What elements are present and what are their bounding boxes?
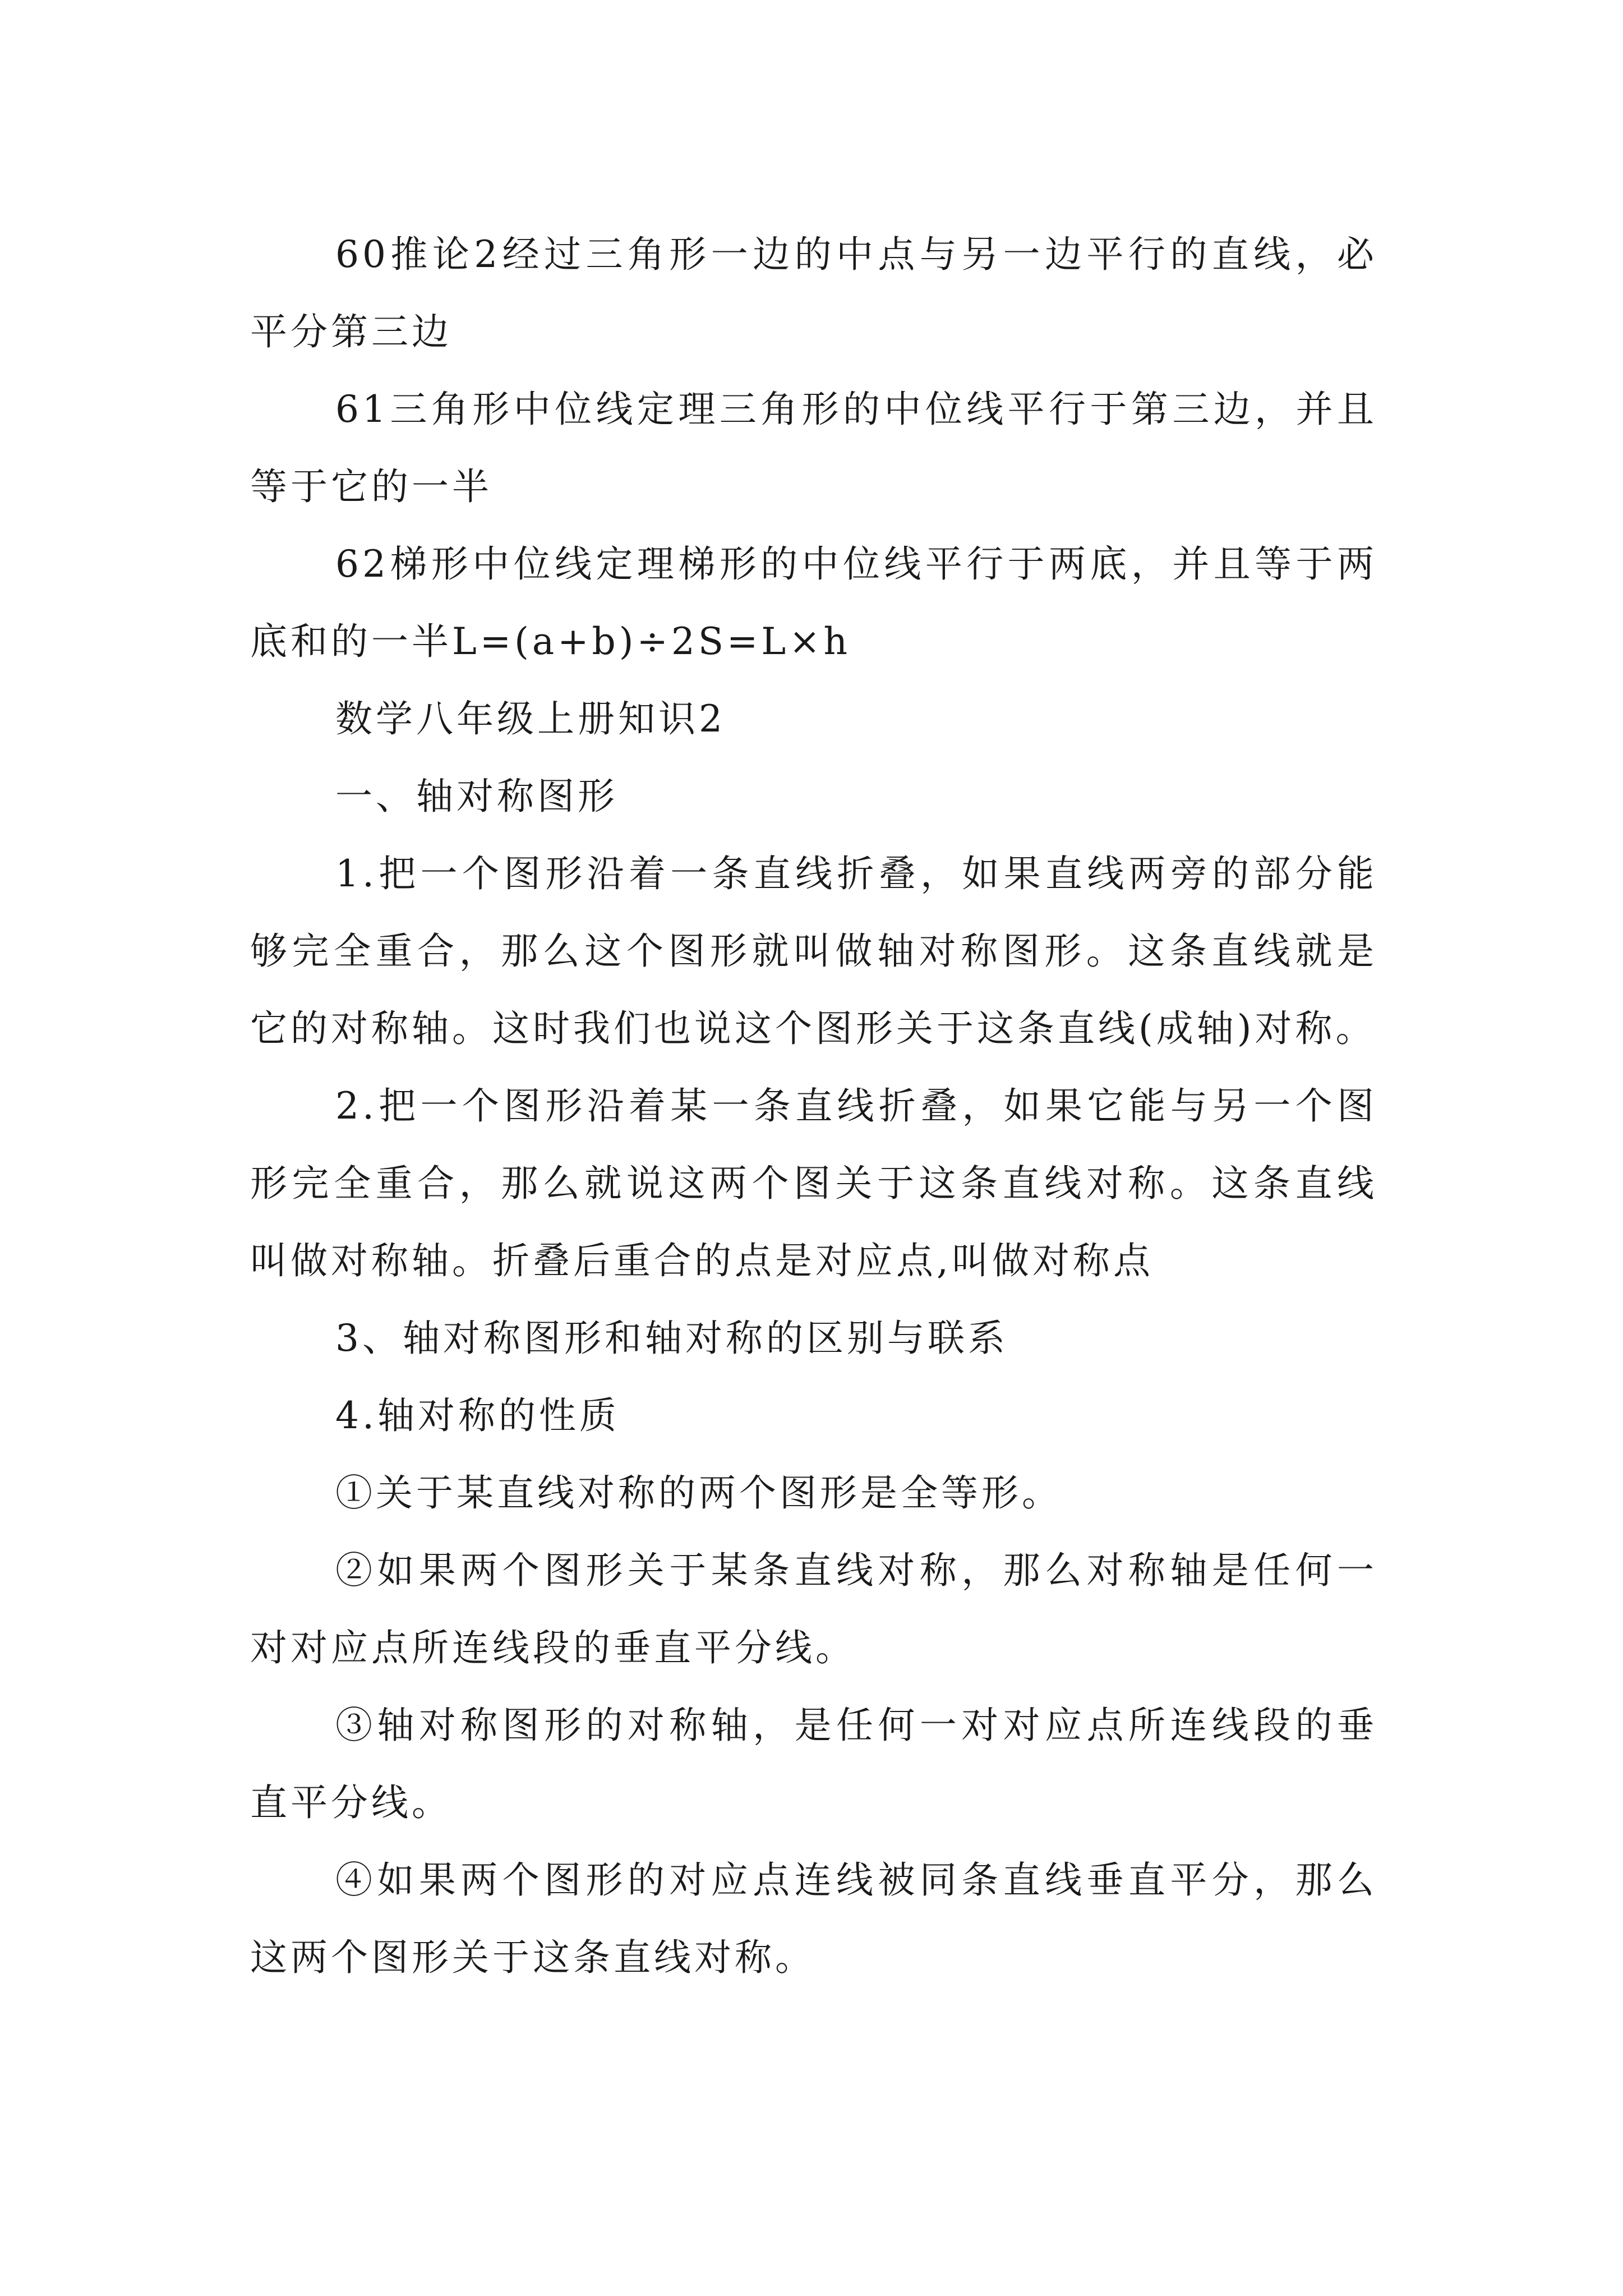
section-title: 数学八年级上册知识2 — [335, 697, 726, 740]
paragraph-corollary-60: 60推论2经过三角形一边的中点与另一边平行的直线，必平分第三边 — [250, 233, 1377, 353]
property-1: ①关于某直线对称的两个图形是全等形。 — [335, 1471, 1062, 1515]
paragraph-item-2: 2.把一个图形沿着某一条直线折叠，如果它能与另一个图形完全重合，那么就说这两个图关于这条直线对称。这条直线叫做对称轴。折叠后重合的点是对应点,叫做对称点 — [250, 1084, 1377, 1282]
property-2: ②如果两个图形关于某条直线对称，那么对称轴是任何一对对应点所连线段的垂直平分线。 — [250, 1549, 1377, 1669]
paragraph-item-1: 1.把一个图形沿着一条直线折叠，如果直线两旁的部分能够完全重合，那么这个图形就叫做轴对称图形。这条直线就是它的对称轴。这时我们也说这个图形关于这条直线(成轴)对称。 — [250, 852, 1377, 1050]
section-heading-axial-symmetry: 一、轴对称图形 — [335, 775, 618, 818]
paragraph-theorem-62: 62梯形中位线定理梯形的中位线平行于两底，并且等于两底和的一半L=(a+b)÷2S=L×h — [250, 542, 1377, 663]
paragraph-theorem-61: 61三角形中位线定理三角形的中位线平行于第三边，并且等于它的一半 — [250, 388, 1377, 508]
paragraph-item-3: 3、轴对称图形和轴对称的区别与联系 — [335, 1317, 1008, 1360]
paragraph-item-4: 4.轴对称的性质 — [335, 1394, 620, 1437]
property-3: ③轴对称图形的对称轴，是任何一对对应点所连线段的垂直平分线。 — [250, 1704, 1377, 1824]
property-4: ④如果两个图形的对应点连线被同条直线垂直平分，那么这两个图形关于这条直线对称。 — [250, 1858, 1377, 1979]
document-body — [250, 216, 1377, 1996]
